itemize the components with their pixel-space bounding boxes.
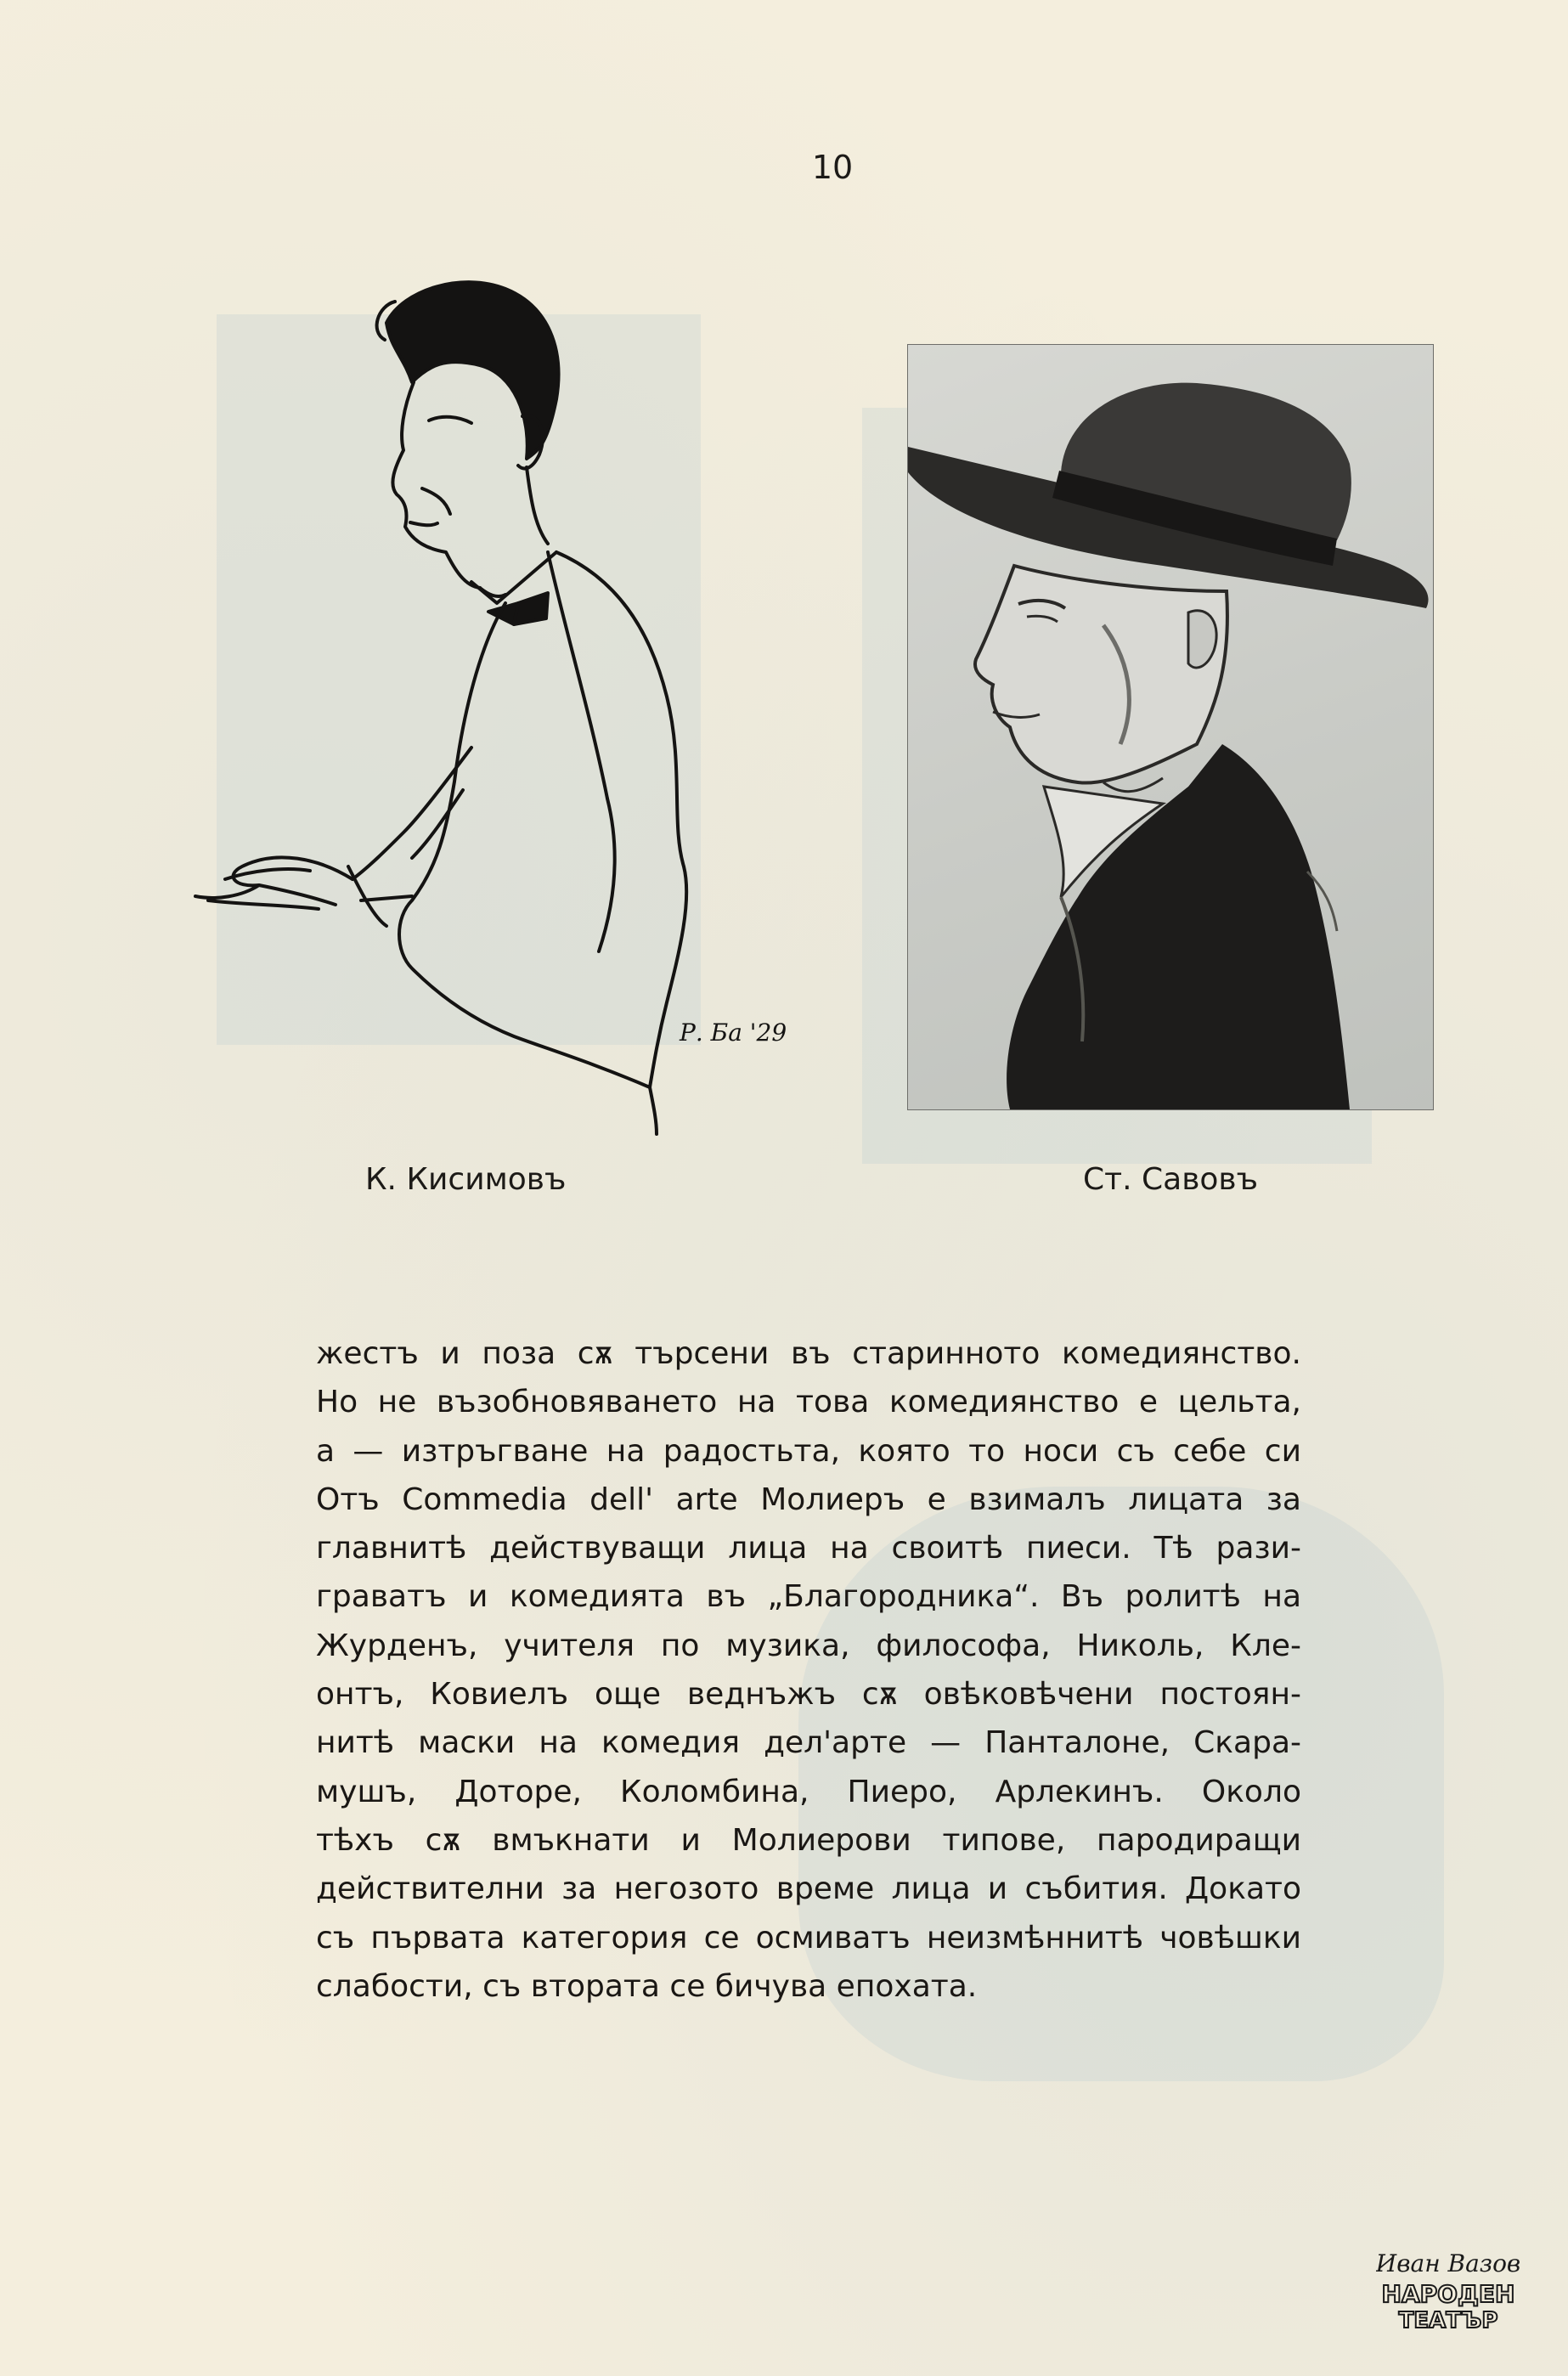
- logo-watermark-image: [1376, 2243, 1520, 2336]
- body-paragraph: [316, 1329, 1301, 2011]
- body-line: Журденъ, учителя по музика, философа, Николь, Кле-: [316, 1628, 1301, 1663]
- logo-script: Иван Вазов: [1376, 2249, 1520, 2277]
- body-line: тѣхъ сѫ вмъкнати и Молиерови типове, пародиращи: [316, 1822, 1301, 1858]
- national-theatre-logo: [1376, 2243, 1520, 2336]
- body-line: а — изтръгване на радостьта, която то носи съ себе си: [316, 1433, 1301, 1469]
- body-line: онтъ, Ковиелъ още веднъжъ сѫ овѣковѣчени постоян-: [316, 1677, 1301, 1713]
- caricature-portrait-savov: [907, 344, 1434, 1110]
- toned-portrait-illustration: [908, 345, 1433, 1109]
- body-line: главнитѣ действуващи лица на своитѣ пиеси. Тѣ рази-: [316, 1531, 1301, 1566]
- artist-signature: Р. Ба '29: [680, 1019, 787, 1047]
- figure-caption-right: Ст. Савовъ: [1083, 1162, 1259, 1197]
- line-drawing-illustration: [191, 272, 803, 1138]
- body-line: слабости, съ втората се бичува епохата.: [316, 1968, 978, 2004]
- body-line: жестъ и поза сѫ търсени въ старинното комедиянство.: [316, 1336, 1301, 1371]
- page-number: 10: [811, 149, 854, 186]
- body-line: действителни за негозото време лица и събития. Докато: [316, 1871, 1301, 1907]
- body-line: граватъ и комедията въ „Благородника“. Въ ролитѣ на: [316, 1579, 1301, 1615]
- caricature-drawing-kisimov: [191, 272, 803, 1138]
- body-line: Отъ Commedia dell' arte Молиеръ е взималъ лицата за: [316, 1481, 1301, 1517]
- body-line: Но не възобновяването на това комедиянство е цельта,: [316, 1385, 1301, 1420]
- logo-line-2: ТЕАТЪР: [1398, 2308, 1498, 2334]
- body-line: нитѣ маски на комедия дел'арте — Панталоне, Скара-: [316, 1725, 1301, 1761]
- body-line: съ първата категория се осмиватъ неизмѣннитѣ човѣшки: [316, 1920, 1301, 1956]
- logo-line-1: НАРОДЕН: [1381, 2280, 1515, 2308]
- figure-caption-left: К. Кисимовъ: [365, 1162, 567, 1197]
- body-line: мушъ, Доторе, Коломбина, Пиеро, Арлекинъ. Около: [316, 1774, 1301, 1809]
